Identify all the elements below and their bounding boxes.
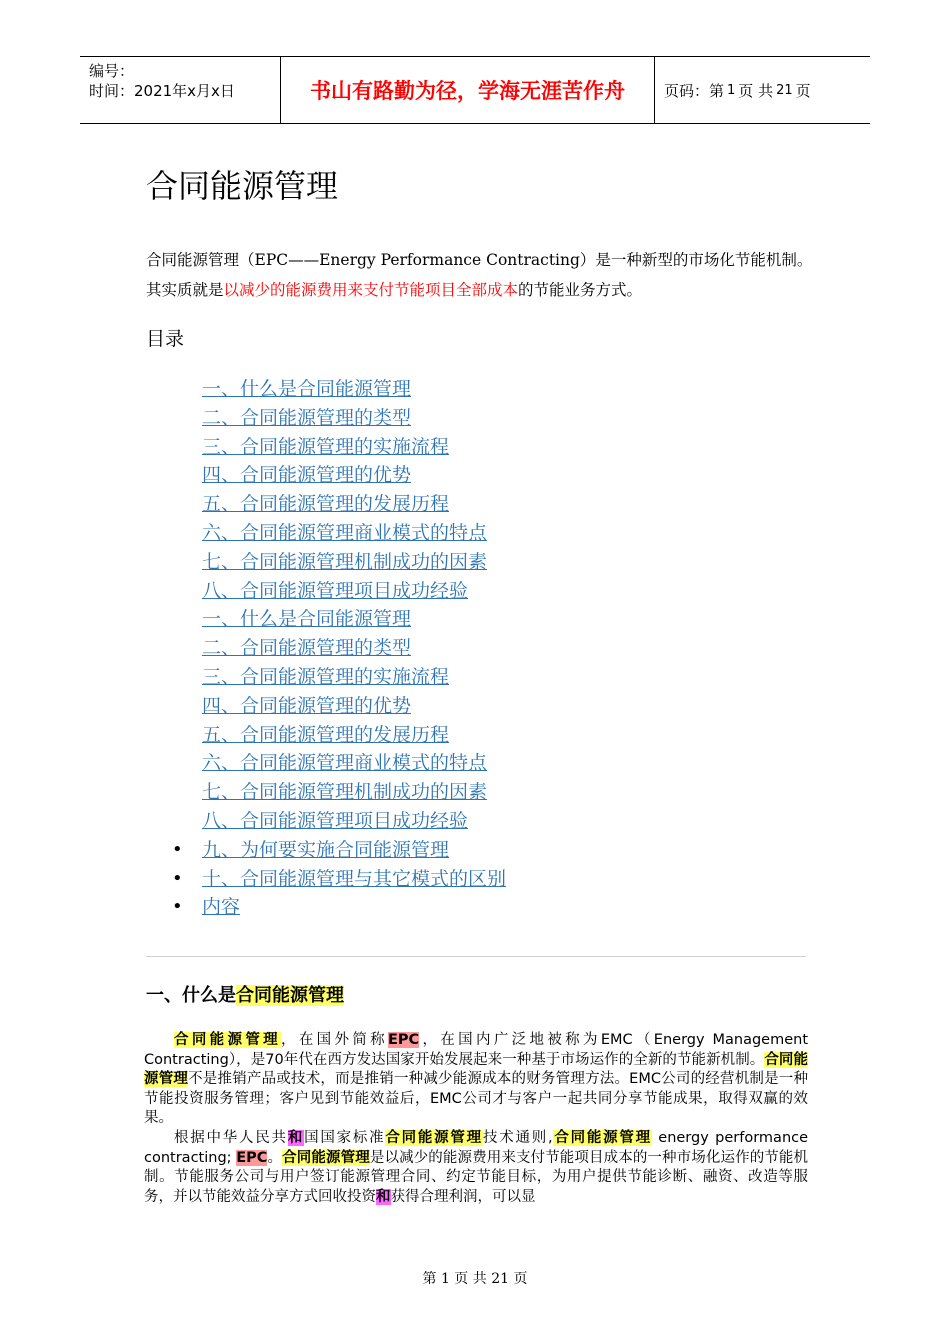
page-total: 21 — [776, 82, 793, 98]
toc-item — [202, 605, 506, 634]
toc-link[interactable]: 五、合同能源管理的发展历程 — [202, 493, 450, 516]
toc-item — [202, 893, 506, 922]
section-heading — [146, 983, 344, 1009]
keyword-highlight: 合同能源管理 — [144, 1051, 808, 1088]
section-heading-highlight: 合同能源管理 — [236, 985, 344, 1006]
document-title: 合同能源管理 — [146, 167, 339, 205]
body-paragraph — [144, 1031, 808, 1129]
keyword-highlight: 合同能源管理 — [282, 1149, 370, 1166]
page-suffix: 页 — [795, 81, 811, 100]
toc-link[interactable]: 一、什么是合同能源管理 — [202, 378, 412, 400]
toc-link[interactable]: 七、合同能源管理机制成功的因素 — [202, 781, 488, 804]
toc-link[interactable]: 九、为何要实施合同能源管理 — [202, 838, 450, 861]
header-page-counter — [664, 57, 811, 123]
toc-item — [202, 461, 506, 490]
toc-link[interactable]: 四、合同能源管理的优势 — [202, 694, 412, 717]
keyword-highlight: EPC — [388, 1032, 420, 1048]
toc-link[interactable]: 三、合同能源管理的实施流程 — [202, 665, 450, 688]
toc-item — [202, 634, 506, 663]
page-current: 1 — [727, 82, 736, 98]
toc-link[interactable]: 八、合同能源管理项目成功经验 — [202, 579, 469, 602]
toc-link[interactable]: 内容 — [202, 896, 241, 919]
page-footer: 第 1 页 共 21 页 — [422, 1271, 528, 1287]
page-prefix: 页码：第 — [664, 81, 725, 100]
header-divider — [654, 57, 655, 123]
body-text: energy performance contracting; — [144, 1130, 809, 1166]
intro-paragraph — [146, 245, 816, 305]
keyword-highlight: 合同能源管理 — [385, 1130, 483, 1146]
keyword-highlight: 合同能源管理 — [174, 1032, 281, 1048]
toc-item — [202, 375, 506, 404]
toc-item — [202, 490, 506, 519]
document-number-label: 编号： — [89, 62, 135, 80]
toc-item — [202, 548, 506, 577]
document-time-label: 时间：2021年x月x日 — [89, 82, 235, 100]
toc-item — [202, 404, 506, 433]
intro-line: 合同能源管理（EPC——Energy Performance Contracting）是一种新型的市场化节能机制。 — [146, 251, 813, 269]
toc-item — [202, 663, 506, 692]
header-motto: 书山有路勤为径，学海无涯苦作舟 — [310, 79, 625, 103]
header-meta — [89, 61, 235, 101]
intro-text: 其实质就是 — [146, 281, 224, 299]
toc-link[interactable]: 七、合同能源管理机制成功的因素 — [202, 550, 488, 573]
toc-heading: 目录 — [146, 328, 185, 350]
toc-link[interactable]: 六、合同能源管理商业模式的特点 — [202, 752, 488, 775]
intro-text: 的节能业务方式。 — [518, 281, 643, 299]
toc-link[interactable]: 八、合同能源管理项目成功经验 — [202, 809, 469, 832]
page-mid: 页 共 — [738, 81, 774, 100]
keyword-highlight: 合同能源管理 — [552, 1130, 652, 1146]
body-text: 根据中华人民共 — [174, 1130, 288, 1146]
toc-link[interactable]: 十、合同能源管理与其它模式的区别 — [202, 867, 507, 890]
keyword-highlight: 和 — [376, 1188, 391, 1205]
body-text: 不是推销产品或技术，而是推销一种减少能源成本的财务管理方法。EMC公司的经营机制是一种节能投资服务管理；客户见到节能效益后，EMC公司才与客户一起共同分享节能成果，取得双赢的效果。 — [144, 1071, 808, 1127]
body-text: 是以减少的能源费用来支付节能项目成本的一种市场化运作的节能机制。节能服务公司与用户签订能源管理合同、约定节能目标，为用户提供节能诊断、融资、改造等服务，并以节能效益分享方式回收投资 — [144, 1149, 809, 1205]
intro-line — [146, 275, 816, 305]
toc-link[interactable]: 二、合同能源管理的类型 — [202, 637, 412, 660]
body-paragraph — [144, 1129, 808, 1207]
body-text: 国国家标准 — [304, 1130, 386, 1146]
toc-item — [202, 865, 506, 894]
toc-item — [202, 836, 506, 865]
section-heading-text: 一、什么是 — [146, 985, 236, 1006]
toc-link[interactable]: 三、合同能源管理的实施流程 — [202, 435, 450, 458]
toc-link[interactable]: 五、合同能源管理的发展历程 — [202, 723, 450, 746]
body-text: ，在国外简称 — [281, 1032, 388, 1048]
page-header — [80, 56, 870, 124]
toc-item — [202, 749, 506, 778]
toc-link[interactable]: 一、什么是合同能源管理 — [202, 608, 412, 631]
toc-item — [202, 577, 506, 606]
toc-item — [202, 519, 506, 548]
toc-link[interactable]: 六、合同能源管理商业模式的特点 — [202, 521, 488, 544]
intro-emphasis: 以减少的能源费用来支付节能项目全部成本 — [223, 281, 519, 299]
toc-link[interactable]: 四、合同能源管理的优势 — [202, 464, 412, 487]
keyword-highlight: 和 — [287, 1130, 305, 1146]
toc-item — [202, 692, 506, 721]
body-text: ，在国内广泛地被称为EMC（Energy Management Contracting），是70年代在西方发达国家开始发展起来一种基于市场运作的全新的节能新机制。 — [144, 1032, 809, 1068]
body-text: 获得合理利润，可以显 — [390, 1188, 536, 1205]
keyword-highlight: EPC — [236, 1149, 268, 1166]
horizontal-rule — [146, 956, 806, 957]
body-text: 技术通则, — [482, 1130, 553, 1146]
toc-link[interactable]: 二、合同能源管理的类型 — [202, 406, 412, 429]
table-of-contents — [202, 375, 506, 922]
toc-item — [202, 721, 506, 750]
toc-item — [202, 433, 506, 462]
body-text: 。 — [267, 1149, 283, 1166]
toc-item — [202, 807, 506, 836]
toc-item — [202, 778, 506, 807]
